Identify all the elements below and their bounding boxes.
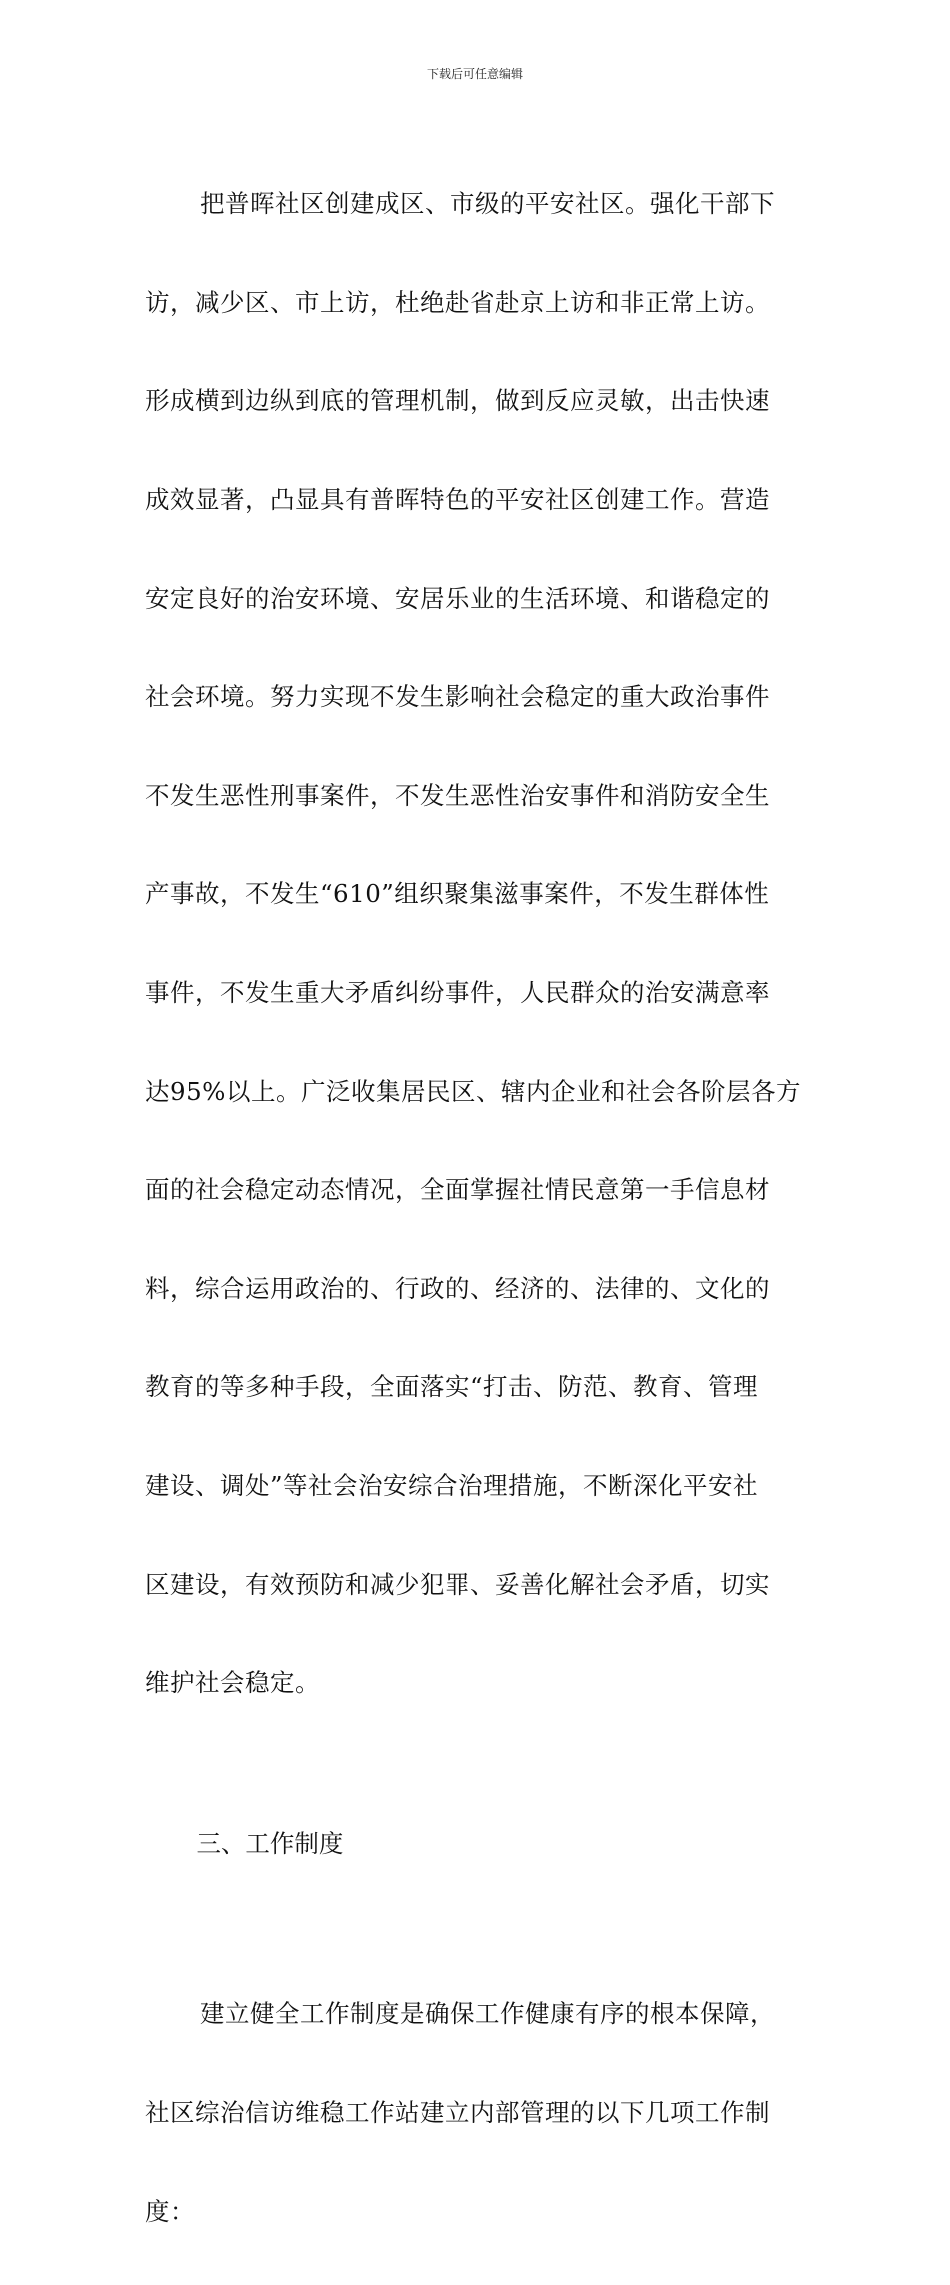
text-line: 形成横到边纵到底的管理机制，做到反应灵敏，出击快速 <box>145 386 770 416</box>
text-line: 建立健全工作制度是确保工作健康有序的根本保障， <box>200 1999 775 2029</box>
paragraph-2 <box>145 1940 810 2285</box>
text-line: 料，综合运用政治的、行政的、经济的、法律的、文化的 <box>145 1273 770 1303</box>
text-line: 安定良好的治安环境、安居乐业的生活环境、和谐稳定的 <box>145 583 770 613</box>
paragraph-1 <box>145 130 810 1757</box>
text-line: 事件，不发生重大矛盾纠纷事件，人民群众的治安满意率 <box>145 978 770 1008</box>
text-line: 度： <box>145 2196 195 2226</box>
text-line: 把普晖社区创建成区、市级的平安社区。强化干部下 <box>200 189 775 219</box>
text-line: 面的社会稳定动态情况，全面掌握社情民意第一手信息材 <box>145 1175 770 1205</box>
page-header: 下载后可任意编辑 <box>426 67 523 81</box>
text-line: 社会环境。努力实现不发生影响社会稳定的重大政治事件 <box>145 682 770 712</box>
text-line: 建设、调处”等社会治安综合治理措施，不断深化平安社 <box>145 1471 759 1501</box>
section-heading: 三、工作制度 <box>196 1828 344 1858</box>
text-line: 区建设，有效预防和减少犯罪、妥善化解社会矛盾，切实 <box>145 1569 770 1599</box>
document-body <box>145 130 810 2285</box>
text-line: 达95%以上。广泛收集居民区、辖内企业和社会各阶层各方 <box>145 1076 801 1106</box>
text-line: 访，减少区、市上访，杜绝赴省赴京上访和非正常上访。 <box>145 287 770 317</box>
text-line: 维护社会稳定。 <box>145 1668 320 1698</box>
text-line: 教育的等多种手段，全面落实“打击、防范、教育、管理 <box>145 1372 759 1402</box>
text-line: 社区综治信访维稳工作站建立内部管理的以下几项工作制 <box>145 2097 770 2127</box>
text-line: 不发生恶性刑事案件，不发生恶性治安事件和消防安全生 <box>145 780 770 810</box>
text-line: 产事故，不发生“610”组织聚集滋事案件，不发生群体性 <box>145 879 770 909</box>
text-line: 成效显著，凸显具有普晖特色的平安社区创建工作。营造 <box>145 485 770 515</box>
